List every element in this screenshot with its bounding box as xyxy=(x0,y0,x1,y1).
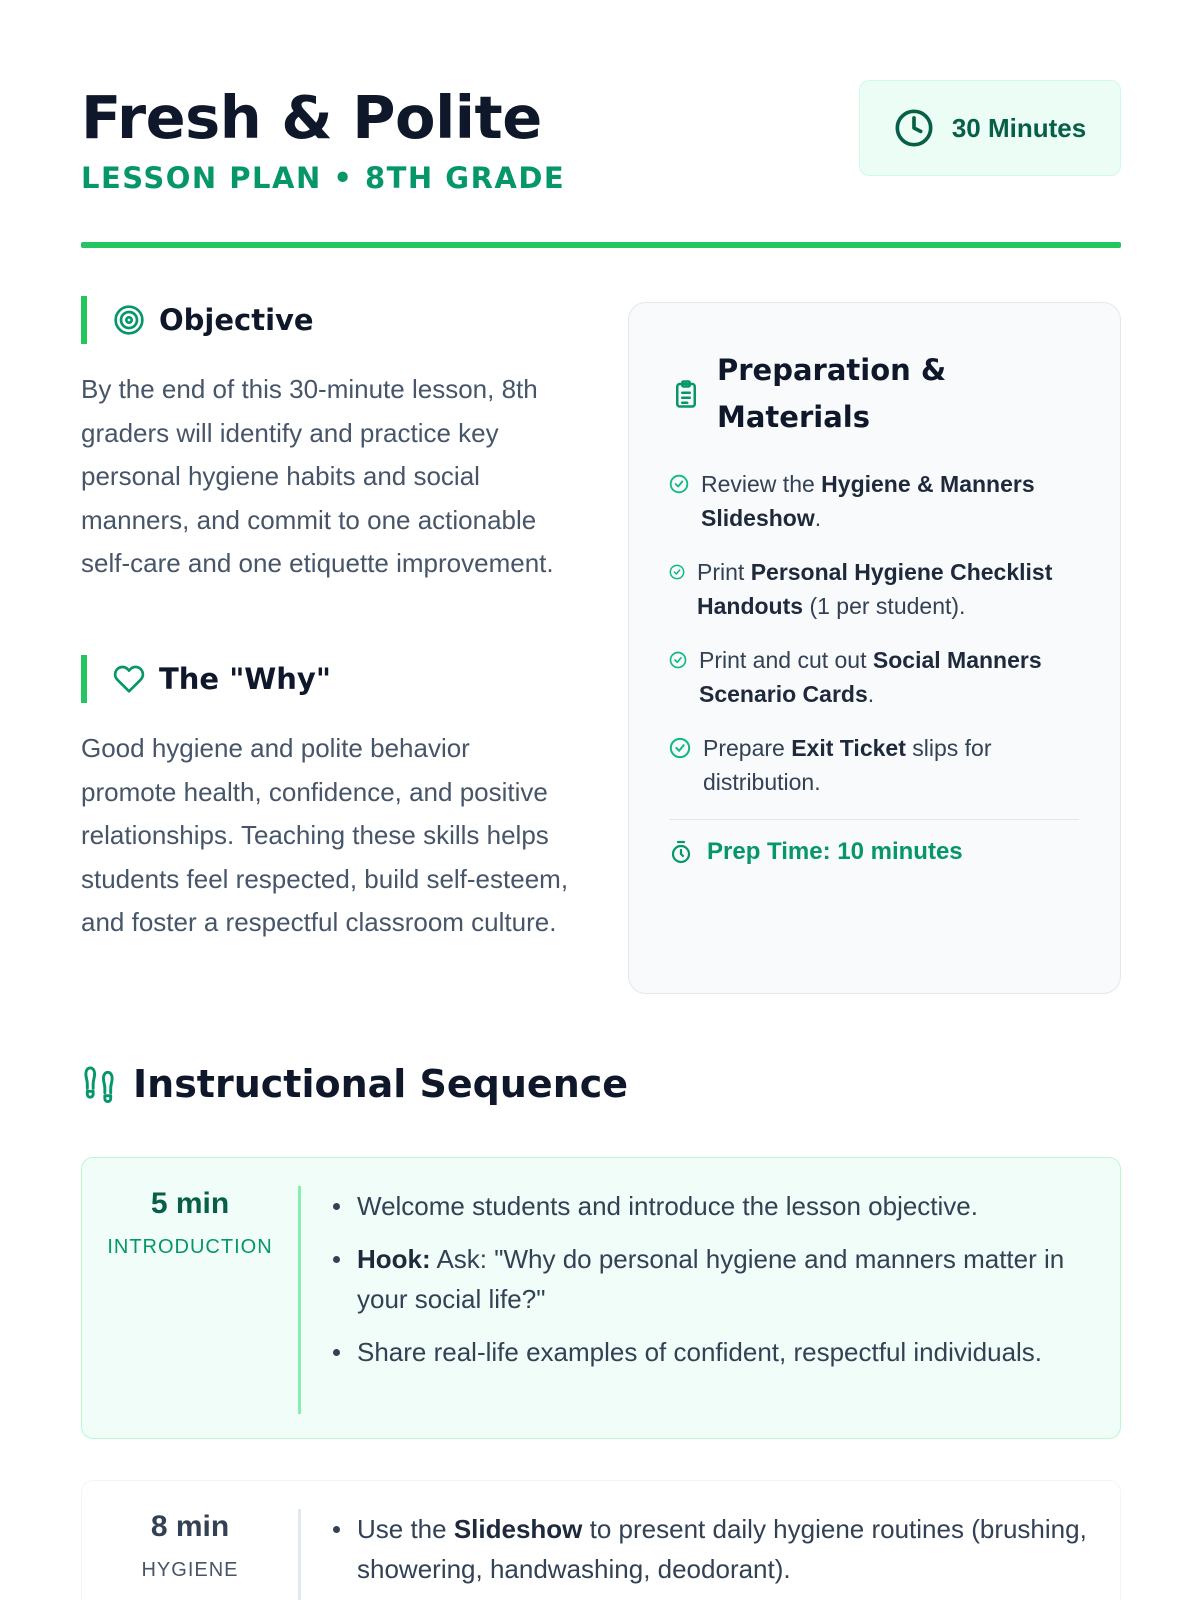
duration-label: 30 Minutes xyxy=(951,112,1087,143)
check-circle-icon xyxy=(669,651,687,669)
page-subtitle: LESSON PLAN • 8TH GRADE xyxy=(81,161,566,195)
why-title: The "Why" xyxy=(159,662,331,696)
target-icon xyxy=(113,304,145,336)
materials-item: Print Personal Hygiene Checklist Handouts (1 per student). xyxy=(669,555,1080,623)
step-time xyxy=(82,1158,298,1438)
why-text: Good hygiene and polite behavior promote health, confidence, and positive relationships. Teaching these skills helps students feel respected, build self-esteem, and foster a respectful classroom culture. xyxy=(81,733,569,937)
sequence-title: Instructional Sequence xyxy=(133,1062,629,1106)
prep-divider xyxy=(669,819,1079,820)
prep-time xyxy=(669,838,1080,866)
step-phase: INTRODUCTION xyxy=(107,1236,273,1258)
stopwatch-icon xyxy=(669,840,693,864)
header xyxy=(81,80,1121,250)
preparation-card xyxy=(628,302,1121,994)
step-list xyxy=(301,1158,1120,1438)
step-minutes: 8 min xyxy=(150,1510,230,1543)
materials-item: Print and cut out Social Manners Scenario Cards. xyxy=(669,643,1080,711)
check-circle-icon xyxy=(669,564,685,580)
materials-list xyxy=(669,467,1080,799)
step-phase: HYGIENE xyxy=(141,1559,239,1581)
footsteps-icon xyxy=(81,1065,117,1103)
step-time xyxy=(82,1481,298,1600)
objective-section xyxy=(81,296,581,586)
lesson-plan-page xyxy=(81,0,1121,1600)
why-heading xyxy=(81,655,581,703)
materials-item: Prepare Exit Ticket slips for distribution. xyxy=(669,731,1080,799)
clipboard-icon xyxy=(671,379,701,409)
header-divider xyxy=(81,242,1121,248)
list-item: Share real-life examples of confident, respectful individuals. xyxy=(329,1332,1100,1372)
heart-icon xyxy=(113,663,145,695)
clock-icon xyxy=(894,108,934,148)
check-circle-icon xyxy=(669,737,691,759)
objective-heading xyxy=(81,296,581,344)
objective-title: Objective xyxy=(159,303,314,337)
preparation-title: Preparation & Materials xyxy=(717,353,947,434)
preparation-heading xyxy=(669,347,1080,441)
materials-item: Review the Hygiene & Manners Slideshow. xyxy=(669,467,1080,535)
prep-time-label: Prep Time: 10 minutes xyxy=(707,838,963,865)
list-item: Hook: Ask: "Why do personal hygiene and manners matter in your social life?" xyxy=(329,1239,1100,1319)
duration-badge xyxy=(859,80,1121,176)
list-item: Welcome students and introduce the lesson objective. xyxy=(329,1186,1100,1226)
step-minutes: 5 min xyxy=(150,1187,230,1220)
sequence-heading xyxy=(81,1062,628,1106)
step-list xyxy=(301,1481,1120,1600)
objective-text: By the end of this 30-minute lesson, 8th graders will identify and practice key personal hygiene habits and social manners, and commit to one actionable self-care and one etiquette improvement. xyxy=(81,374,554,578)
list-item: Use the Slideshow to present daily hygiene routines (brushing, showering, handwashing, deodorant). xyxy=(329,1509,1100,1589)
why-section xyxy=(81,655,581,945)
sequence-step xyxy=(81,1480,1121,1600)
page-title: Fresh & Polite xyxy=(81,83,542,152)
sequence-step xyxy=(81,1157,1121,1439)
check-circle-icon xyxy=(669,474,689,494)
